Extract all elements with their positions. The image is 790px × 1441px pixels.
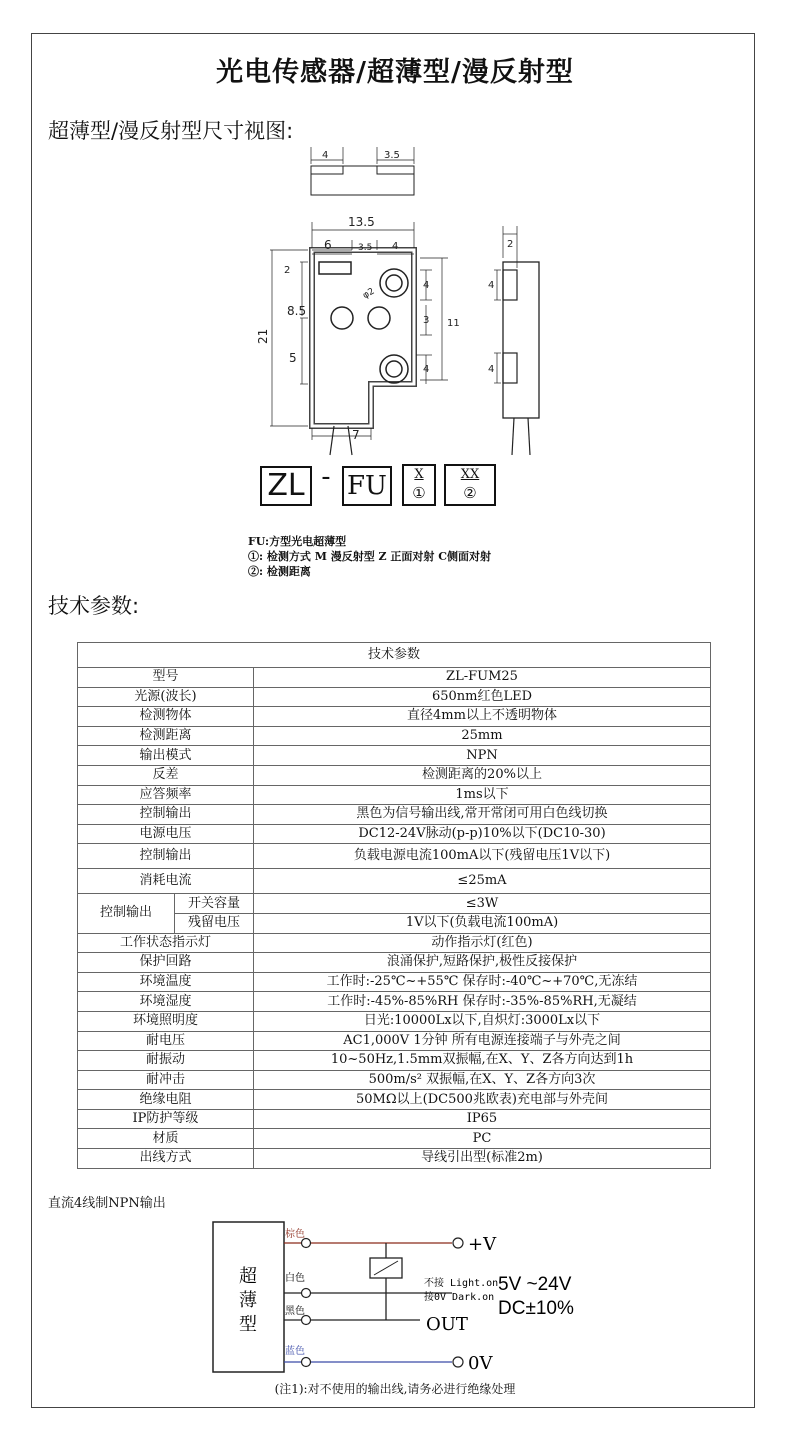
dim-r4: 4 (423, 364, 430, 375)
spec-value: 直径4mm以上不透明物体 (254, 707, 711, 727)
label-out: OUT (426, 1314, 468, 1335)
table-row (78, 726, 711, 746)
spec-key: 耐振动 (78, 1051, 254, 1071)
dim-side-thickness: 2 (507, 239, 514, 250)
dim-top-4: 4 (322, 150, 329, 161)
table-header: 技术参数 (78, 643, 711, 668)
spec-table (77, 642, 711, 1169)
spec-value: 650nm红色LED (254, 687, 711, 707)
spec-key: 检测距离 (78, 726, 254, 746)
table-row (78, 1090, 711, 1110)
spec-value: 动作指示灯(红色) (254, 933, 711, 953)
legend-line-3: ②: 检测距离 (248, 565, 311, 578)
spec-key: 环境照明度 (78, 1011, 254, 1031)
model-code-fu: FU (342, 466, 392, 506)
label-brown: 棕色 (285, 1229, 305, 1240)
spec-key: 环境温度 (78, 972, 254, 992)
model-code-xx-bottom: ② (463, 484, 477, 502)
spec-key: 环境湿度 (78, 992, 254, 1012)
dim-side-s2: 4 (488, 364, 495, 375)
spec-key: IP防护等级 (78, 1109, 254, 1129)
dim-r1: 4 (423, 280, 430, 291)
spec-value: AC1,000V 1分钟 所有电源连接端子与外壳之间 (254, 1031, 711, 1051)
label-zero-v: 0V (468, 1353, 493, 1374)
sensor-box-char-2: 薄 (239, 1290, 257, 1311)
table-row (78, 894, 711, 914)
dim-width: 13.5 (348, 215, 375, 229)
label-dark-on: 接0V Dark.on (424, 1292, 495, 1303)
dim-right: 4 (392, 241, 399, 252)
dim-top-3-5: 3.5 (384, 150, 400, 161)
dim-r3: 11 (447, 318, 460, 329)
table-row (78, 765, 711, 785)
front-view (270, 222, 448, 455)
table-row (78, 687, 711, 707)
sensor-box-char-1: 超 (239, 1266, 257, 1287)
spec-key: 耐电压 (78, 1031, 254, 1051)
table-row (78, 953, 711, 973)
spec-value: 日光:10000Lx以下,自炽灯:3000Lx以下 (254, 1011, 711, 1031)
table-row (78, 785, 711, 805)
spec-value: 500m/s² 双振幅,在X、Y、Z各方向3次 (254, 1070, 711, 1090)
spec-key: 材质 (78, 1129, 254, 1149)
supply-voltage: 5V ~24V (498, 1274, 572, 1295)
label-black: 黑色 (285, 1306, 305, 1317)
model-code-xx (444, 464, 496, 506)
spec-key: 反差 (78, 765, 254, 785)
model-code-x-bottom: ① (412, 484, 426, 502)
dim-top-gap: 2 (284, 265, 291, 276)
table-row (78, 933, 711, 953)
spec-heading: 技术参数: (48, 594, 140, 618)
table-row (78, 1051, 711, 1071)
spec-value: 1ms以下 (254, 785, 711, 805)
model-code-separator: - (321, 462, 331, 492)
spec-value: IP65 (254, 1109, 711, 1129)
table-row (78, 869, 711, 894)
table-row (78, 1109, 711, 1129)
spec-value: DC12-24V脉动(p-p)10%以下(DC10-30) (254, 824, 711, 844)
terminal-white (302, 1289, 311, 1298)
model-code-zl: ZL (260, 466, 312, 506)
table-row (78, 1011, 711, 1031)
spec-value: 负载电源电流100mA以下(残留电压1V以下) (254, 844, 711, 869)
model-code-xx-top: XX (460, 467, 480, 482)
dim-hole: φ2 (361, 286, 377, 302)
table-row (78, 1129, 711, 1149)
spec-sub-key: 残留电压 (175, 913, 254, 933)
model-code-x (402, 464, 436, 506)
spec-group-key: 控制输出 (78, 894, 175, 933)
wiring-diagram (0, 1210, 790, 1380)
terminal-blue (302, 1358, 311, 1367)
spec-key: 检测物体 (78, 707, 254, 727)
supply-tolerance: DC±10% (498, 1298, 574, 1319)
spec-value: 导线引出型(标准2m) (254, 1149, 711, 1169)
table-row (78, 972, 711, 992)
dim-left: 6 (324, 238, 332, 252)
spec-value: NPN (254, 746, 711, 766)
spec-key: 绝缘电阻 (78, 1090, 254, 1110)
table-row (78, 668, 711, 688)
table-row (78, 1070, 711, 1090)
dimension-heading: 超薄型/漫反射型尺寸视图: (48, 119, 294, 143)
spec-value: ≤25mA (254, 869, 711, 894)
spec-value: 黑色为信号输出线,常开常闭可用白色线切换 (254, 805, 711, 825)
spec-value: 50MΩ以上(DC500兆欧表)充电部与外壳间 (254, 1090, 711, 1110)
label-white: 白色 (285, 1273, 305, 1284)
spec-key: 型号 (78, 668, 254, 688)
dim-upper: 8.5 (287, 304, 307, 318)
table-header-row (78, 643, 711, 668)
spec-key: 消耗电流 (78, 869, 254, 894)
page-title: 光电传感器/超薄型/漫反射型 (216, 57, 574, 88)
spec-value: 1V以下(负载电流100mA) (254, 913, 711, 933)
dim-lower: 5 (289, 351, 297, 365)
table-row (78, 805, 711, 825)
dim-height: 21 (256, 328, 270, 344)
spec-value: 25mm (254, 726, 711, 746)
spec-key: 保护回路 (78, 953, 254, 973)
spec-value: ZL-FUM25 (254, 668, 711, 688)
table-row (78, 1031, 711, 1051)
label-plus-v: +V (468, 1234, 497, 1255)
spec-sub-key: 开关容量 (175, 894, 254, 914)
dim-mid: 3.5 (358, 243, 373, 253)
terminal-zero-v (453, 1357, 463, 1367)
dim-r2: 3 (423, 315, 430, 326)
legend-line-2: ①: 检测方式 M 漫反射型 Z 正面对射 C侧面对射 (248, 550, 491, 563)
spec-value: PC (254, 1129, 711, 1149)
legend-line-1: FU:方型光电超薄型 (248, 535, 347, 548)
spec-value: 浪涌保护,短路保护,极性反接保护 (254, 953, 711, 973)
spec-key: 光源(波长) (78, 687, 254, 707)
dim-bottom: 7 (352, 428, 360, 442)
spec-key: 控制输出 (78, 844, 254, 869)
spec-key: 出线方式 (78, 1149, 254, 1169)
spec-key: 应答频率 (78, 785, 254, 805)
spec-value: 工作时:-45%-85%RH 保存时:-35%-85%RH,无凝结 (254, 992, 711, 1012)
table-row (78, 707, 711, 727)
spec-key: 输出模式 (78, 746, 254, 766)
table-row (78, 746, 711, 766)
terminal-plus-v (453, 1238, 463, 1248)
dim-side-s1: 4 (488, 280, 495, 291)
spec-value: ≤3W (254, 894, 711, 914)
sensor-box-char-3: 型 (239, 1314, 257, 1335)
spec-key: 工作状态指示灯 (78, 933, 254, 953)
side-view (494, 226, 539, 455)
spec-key: 电源电压 (78, 824, 254, 844)
table-row (78, 1149, 711, 1169)
table-row (78, 844, 711, 869)
table-row (78, 992, 711, 1012)
label-blue: 蓝色 (285, 1346, 305, 1357)
spec-key: 控制输出 (78, 805, 254, 825)
label-light-on: 不接 Light.on (424, 1278, 499, 1289)
spec-value: 检测距离的20%以上 (254, 765, 711, 785)
circuit-caption: 直流4线制NPN输出 (48, 1196, 166, 1211)
table-row (78, 824, 711, 844)
spec-value: 10~50Hz,1.5mm双振幅,在X、Y、Z各方向达到1h (254, 1051, 711, 1071)
dimension-drawing (0, 0, 790, 460)
spec-key: 耐冲击 (78, 1070, 254, 1090)
model-code-x-top: X (414, 467, 424, 482)
spec-value: 工作时:-25℃~+55℃ 保存时:-40℃~+70℃,无冻结 (254, 972, 711, 992)
footnote: (注1):对不使用的输出线,请务必进行绝缘处理 (274, 1382, 516, 1396)
